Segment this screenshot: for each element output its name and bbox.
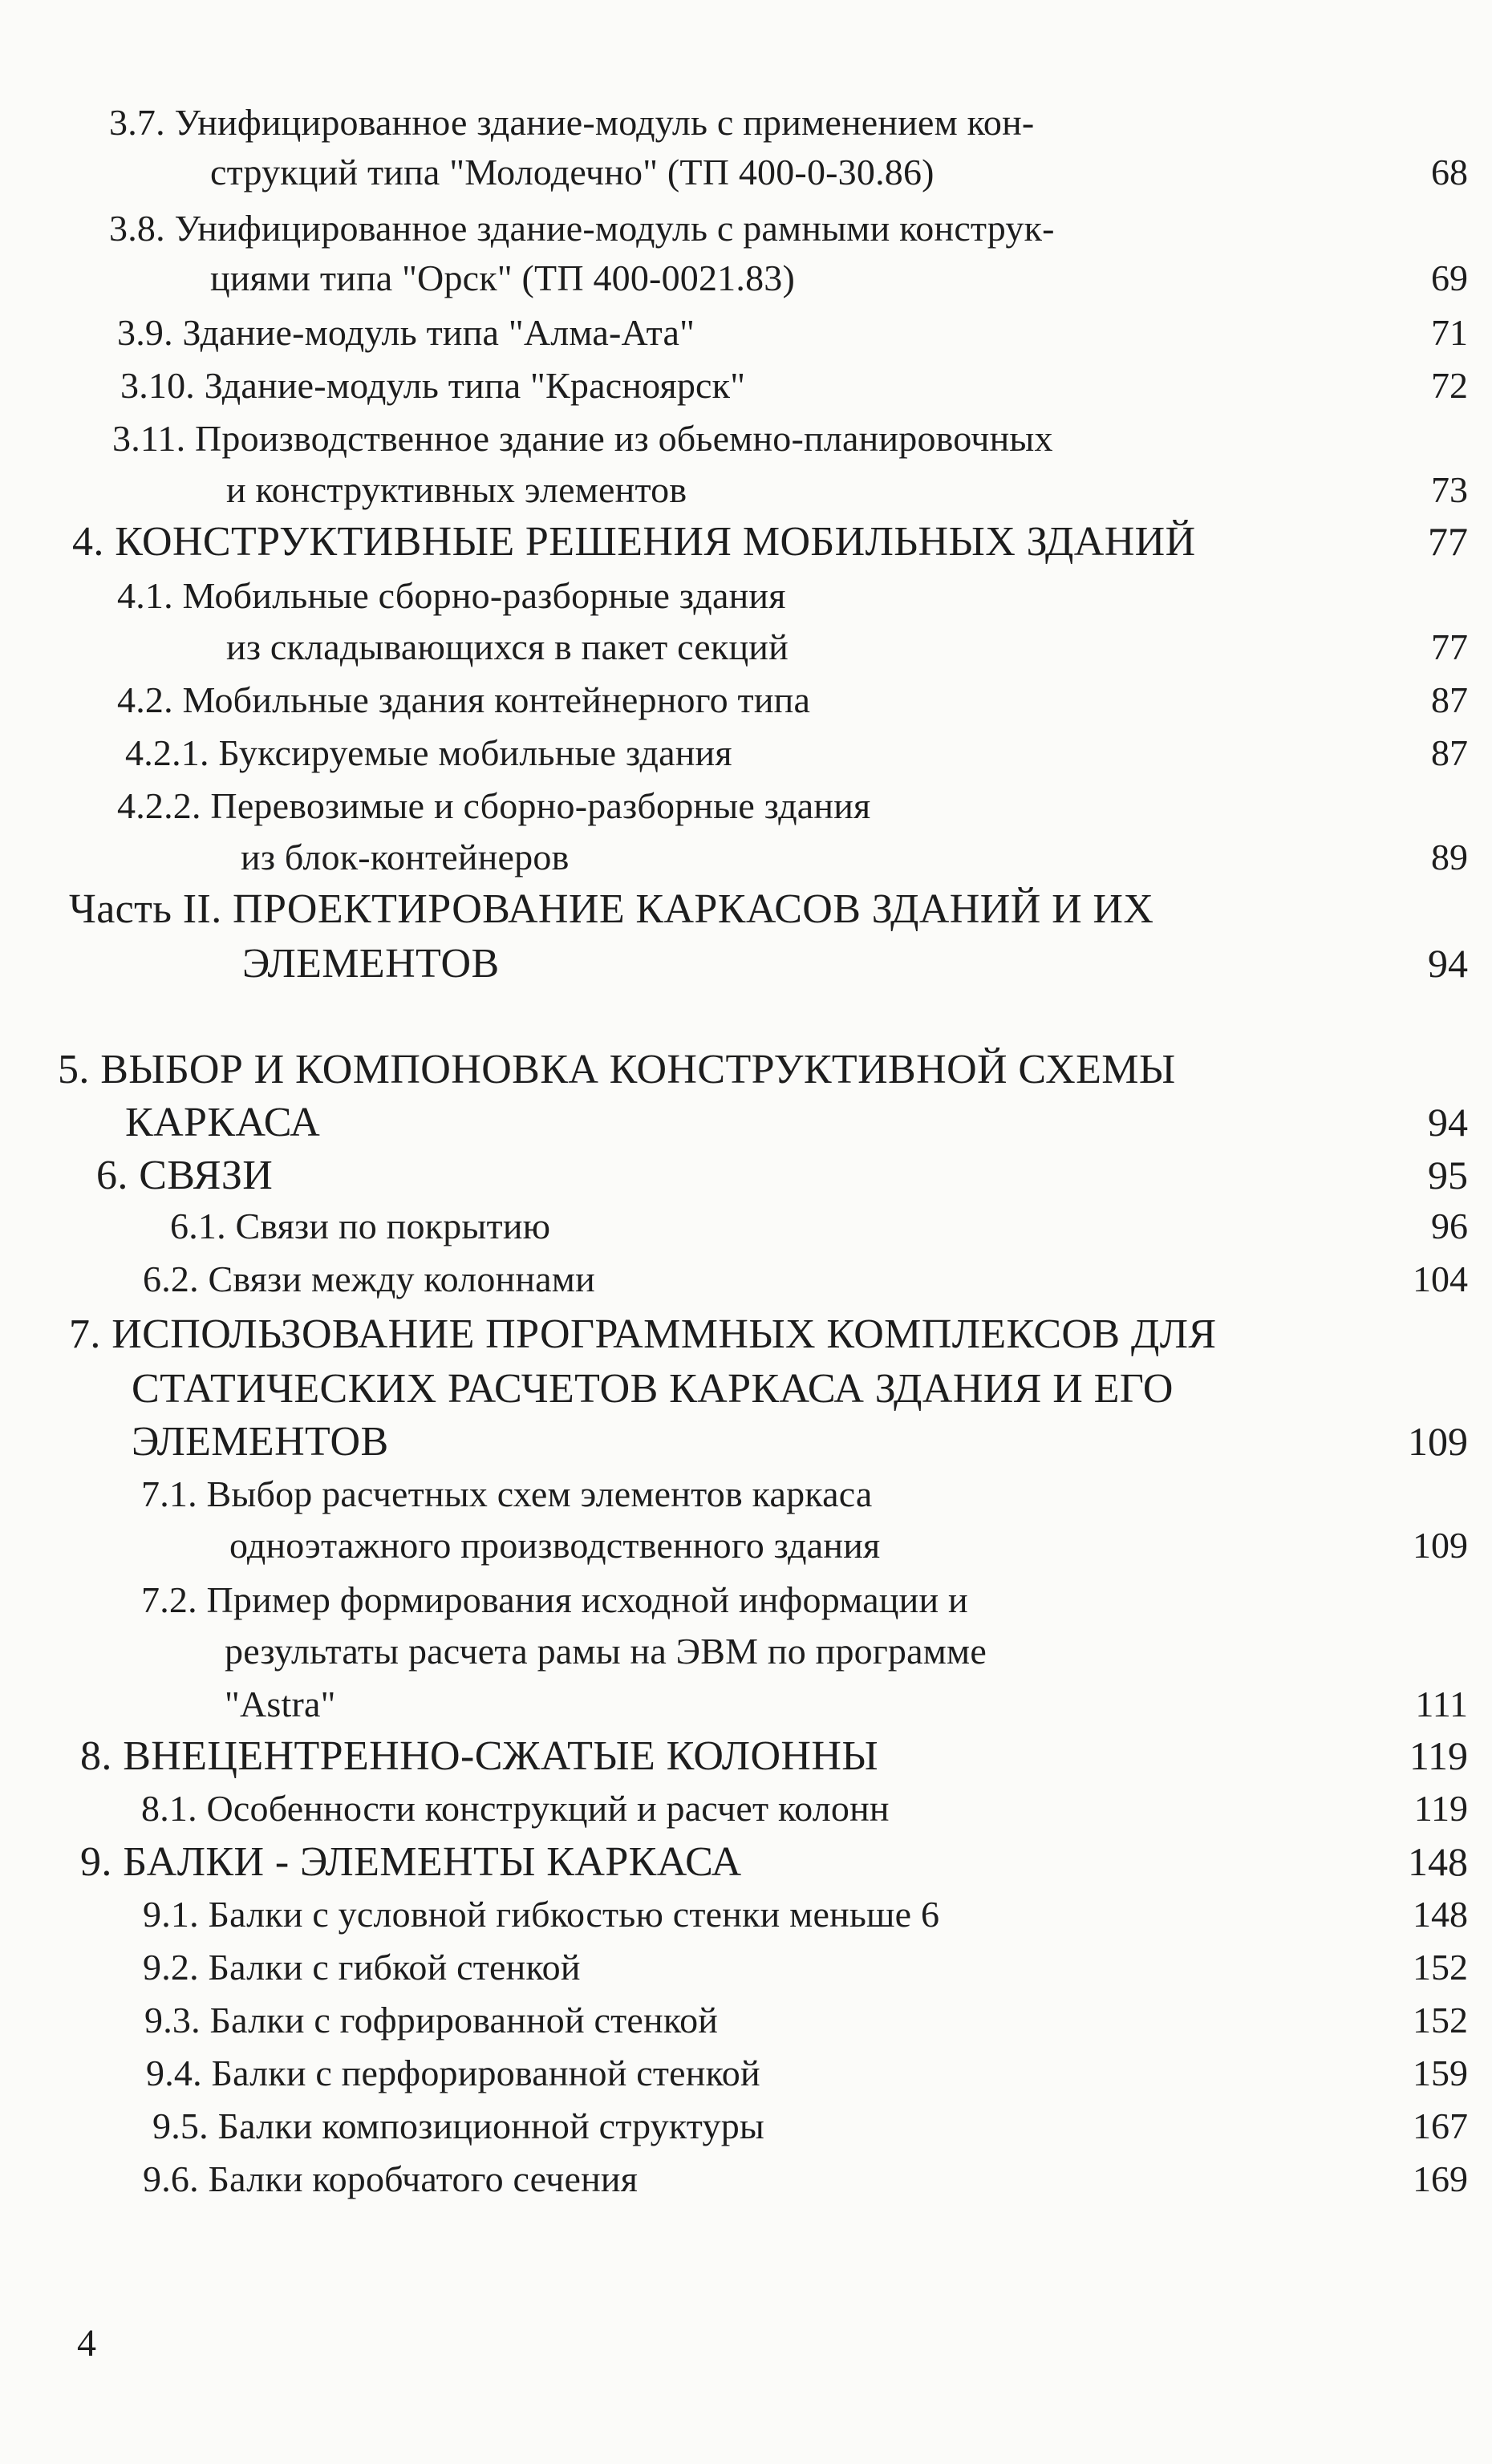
toc-chapter-4: 4. КОНСТРУКТИВНЫЕ РЕШЕНИЯ МОБИЛЬНЫХ ЗДАНИЙ <box>72 519 1196 565</box>
toc-page-7-1: 109 <box>1413 1525 1468 1566</box>
toc-entry-3-7: 3.7. Унифицированное здание-модуль с применением кон- <box>109 102 1035 143</box>
toc-page-9-4: 159 <box>1413 2053 1468 2093</box>
toc-page-7-2: 111 <box>1415 1684 1468 1724</box>
toc-page-4-2: 87 <box>1431 679 1468 720</box>
toc-entry-6-1: 6.1. Связи по покрытию <box>170 1206 551 1246</box>
toc-page-7: 109 <box>1408 1419 1468 1464</box>
toc-entry-7-1-cont: одноэтажного производственного здания <box>229 1525 881 1566</box>
toc-entry-7-2-cont2: "Astra" <box>225 1684 336 1724</box>
toc-page-4: 77 <box>1428 519 1468 564</box>
toc-page-4-2-2: 89 <box>1431 837 1468 877</box>
toc-chapter-9: 9. БАЛКИ - ЭЛЕМЕНТЫ КАРКАСА <box>80 1839 742 1885</box>
toc-page-6: 95 <box>1428 1153 1468 1198</box>
page-number: 4 <box>77 2322 96 2365</box>
toc-chapter-7-cont1: СТАТИЧЕСКИХ РАСЧЕТОВ КАРКАСА ЗДАНИЯ И ЕГО <box>132 1366 1174 1412</box>
toc-page-3-10: 72 <box>1431 365 1468 406</box>
toc-page-9-3: 152 <box>1413 2000 1468 2040</box>
toc-entry-7-2-cont1: результаты расчета рамы на ЭВМ по программе <box>225 1631 987 1672</box>
toc-page-4-1: 77 <box>1431 626 1468 667</box>
toc-entry-9-5: 9.5. Балки композиционной структуры <box>152 2105 765 2146</box>
toc-entry-9-4: 9.4. Балки с перфорированной стенкой <box>146 2053 760 2093</box>
toc-page-9-6: 169 <box>1413 2158 1468 2199</box>
toc-page-9-5: 167 <box>1413 2105 1468 2146</box>
toc-chapter-5: 5. ВЫБОР И КОМПОНОВКА КОНСТРУКТИВНОЙ СХЕМЫ <box>58 1047 1176 1092</box>
toc-entry-9-1: 9.1. Балки с условной гибкостью стенки меньше 6 <box>143 1894 940 1935</box>
toc-entry-4-2-1: 4.2.1. Буксируемые мобильные здания <box>125 732 732 773</box>
toc-entry-9-2: 9.2. Балки с гибкой стенкой <box>143 1947 581 1988</box>
toc-entry-3-10: 3.10. Здание-модуль типа "Красноярск" <box>120 365 746 406</box>
toc-page-3-8: 69 <box>1431 257 1468 298</box>
toc-entry-3-8-cont: циями типа "Орск" (ТП 400-0021.83) <box>210 257 795 298</box>
toc-entry-6-2: 6.2. Связи между колоннами <box>143 1258 595 1299</box>
toc-page-9-1: 148 <box>1413 1894 1468 1935</box>
toc-entry-4-2: 4.2. Мобильные здания контейнерного типа <box>117 679 811 720</box>
toc-page-8-1: 119 <box>1413 1788 1468 1829</box>
toc-page-4-2-1: 87 <box>1431 732 1468 773</box>
toc-chapter-7: 7. ИСПОЛЬЗОВАНИЕ ПРОГРАММНЫХ КОМПЛЕКСОВ ДЛЯ <box>69 1311 1217 1357</box>
toc-entry-3-8: 3.8. Унифицированное здание-модуль с рамными конструк- <box>109 208 1055 249</box>
toc-entry-3-9: 3.9. Здание-модуль типа "Алма-Ата" <box>117 312 695 353</box>
toc-chapter-7-cont2: ЭЛЕМЕНТОВ <box>132 1419 389 1465</box>
toc-page-9: 148 <box>1408 1839 1468 1884</box>
toc-entry-3-11-cont: и конструктивных элементов <box>226 469 687 510</box>
toc-entry-4-1: 4.1. Мобильные сборно-разборные здания <box>117 575 786 616</box>
toc-page-8: 119 <box>1409 1733 1468 1778</box>
toc-chapter-6: 6. СВЯЗИ <box>96 1153 274 1198</box>
toc-page-3-11: 73 <box>1431 469 1468 510</box>
toc-page-9-2: 152 <box>1413 1947 1468 1988</box>
toc-entry-4-2-2: 4.2.2. Перевозимые и сборно-разборные здания <box>117 785 871 826</box>
toc-entry-9-6: 9.6. Балки коробчатого сечения <box>143 2158 639 2199</box>
toc-part-2: Часть II. ПРОЕКТИРОВАНИЕ КАРКАСОВ ЗДАНИЙ И ИХ <box>69 886 1154 932</box>
toc-page-6-1: 96 <box>1431 1206 1468 1246</box>
toc-page-5: 94 <box>1428 1100 1468 1145</box>
toc-entry-4-1-cont: из складывающихся в пакет секций <box>226 626 789 667</box>
toc-entry-8-1: 8.1. Особенности конструкций и расчет колонн <box>141 1788 890 1829</box>
toc-page-part-2: 94 <box>1428 941 1468 986</box>
toc-entry-3-7-cont: струкций типа "Молодечно" (ТП 400-0-30.86) <box>210 152 935 192</box>
toc-entry-7-2: 7.2. Пример формирования исходной информации и <box>141 1579 968 1620</box>
toc-page-3-7: 68 <box>1431 152 1468 192</box>
toc-entry-7-1: 7.1. Выбор расчетных схем элементов каркаса <box>141 1473 873 1514</box>
toc-entry-3-11: 3.11. Производственное здание из обьемно-планировочных <box>112 418 1053 459</box>
toc-entry-9-3: 9.3. Балки с гофрированной стенкой <box>144 2000 719 2040</box>
toc-part-2-cont: ЭЛЕМЕНТОВ <box>242 941 500 987</box>
toc-page-6-2: 104 <box>1413 1258 1468 1299</box>
toc-page-3-9: 71 <box>1431 312 1468 353</box>
toc-entry-4-2-2-cont: из блок-контейнеров <box>241 837 570 877</box>
toc-chapter-5-cont: КАРКАСА <box>125 1100 321 1145</box>
toc-chapter-8: 8. ВНЕЦЕНТРЕННО-СЖАТЫЕ КОЛОННЫ <box>80 1733 879 1779</box>
